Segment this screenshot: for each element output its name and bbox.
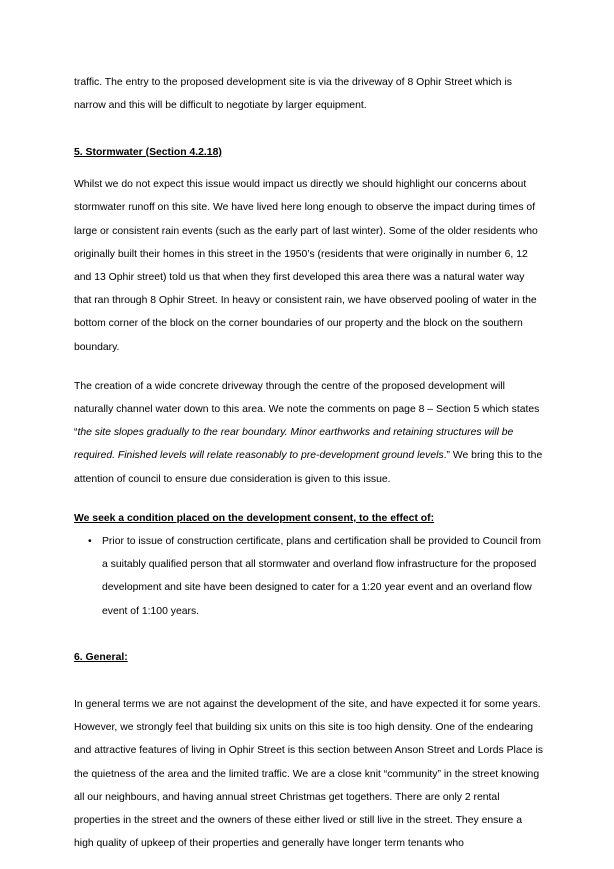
spacer [74,491,544,507]
condition-heading: We seek a condition placed on the development consent, to the effect of: [74,512,435,524]
list-item [74,530,544,623]
spacer [74,117,544,141]
spacer [74,669,544,693]
section6-heading: 6. General: [74,652,128,664]
section6-paragraph1: In general terms we are not against the development of the site, and have expected it for some years. However, we strongly feel that building six units on this site is too high density. One of the endearing and attractive features of living in Ophir Street is this section between Anson Street and Lords Place is the quietness of the area and the limited traffic. We are a close knit “community” in the street knowing all our neighbours, and having annual street Christmas get togethers. There are only 2 rental properties in the street and the owners of these either lived or still live in the street. They ensure a high quality of upkeep of their properties and generally have longer term tenants who [74,698,543,850]
paragraph2-text-before: The creation of a wide concrete driveway through the centre of the proposed development will naturally channel water down to this area. We note the comments on page 8 – Section 5 which states “ [74,380,540,439]
condition-list [74,530,544,623]
paragraph2-text-after: .” We bring this to the attention of council to ensure due consideration is given to this issue. [74,450,543,485]
document-page [74,71,544,855]
bullet-icon: • [88,535,92,547]
section5-paragraph2 [74,375,544,491]
spacer [74,623,544,647]
section5-heading: 5. Stormwater (Section 4.2.18) [74,146,222,158]
section5-paragraph1: Whilst we do not expect this issue would impact us directly we should highlight our concerns about stormwater runoff on this site. We have lived here long enough to observe the impact during times of large or consistent rain events (such as the early part of last winter). Some of the older residents who originally built their homes in this street in the 1950’s (residents that were originally in number 6, 12 and 13 Ophir street) told us that when they first developed this area there was a natural water way that ran through 8 Ophir Street. In heavy or consistent rain, we have observed pooling of water in the bottom corner of the block on the corner boundaries of our property and the block on the southern boundary. [74,179,538,353]
intro-paragraph: traffic. The entry to the proposed development site is via the driveway of 8 Ophir Street which is narrow and this will be difficult to negotiate by larger equipment. [74,77,512,112]
spacer [74,164,544,173]
paragraph2-quote: the site slopes gradually to the rear boundary. Minor earthworks and retaining structures will be required. Finished levels will relate reasonably to pre-development ground levels [74,427,514,462]
spacer [74,359,544,375]
list-item-text: Prior to issue of construction certificate, plans and certification shall be provided to Council from a suitably qualified person that all stormwater and overland flow infrastructure for the proposed development and site have been designed to cater for a 1:20 year event and an overland flow event of 1:100 years. [102,535,541,617]
